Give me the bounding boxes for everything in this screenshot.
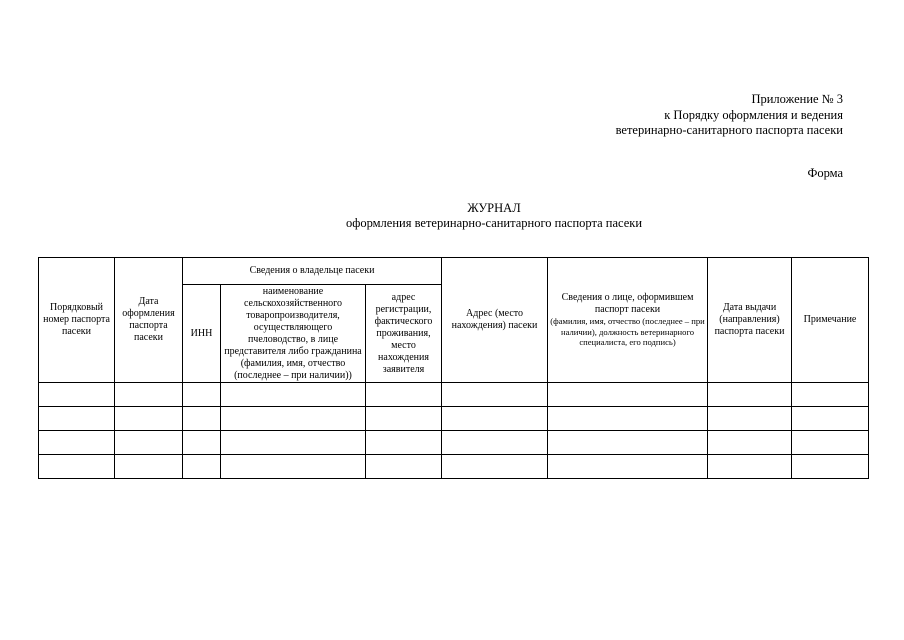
table-cell[interactable] [708,455,792,479]
appendix-number: Приложение № 3 [751,92,843,106]
table-cell[interactable] [442,383,548,407]
header-address: Адрес (место нахождения) пасеки [442,258,548,383]
title-main: ЖУРНАЛ [467,201,521,215]
table-row [39,455,869,479]
table-cell[interactable] [366,407,442,431]
table-cell[interactable] [221,407,366,431]
table-cell[interactable] [115,455,183,479]
table-cell[interactable] [548,431,708,455]
table-cell[interactable] [115,407,183,431]
table-cell[interactable] [115,383,183,407]
header-owner-address: адрес регистрации, фактического проживания, место нахождения заявителя [366,285,442,383]
table-cell[interactable] [183,431,221,455]
table-cell[interactable] [221,455,366,479]
table-cell[interactable] [366,383,442,407]
table-cell[interactable] [548,407,708,431]
table-cell[interactable] [442,431,548,455]
title-sub: оформления ветеринарно-санитарного паспорта пасеки [345,216,643,230]
table-cell[interactable] [548,455,708,479]
appendix-reference-cont: ветеринарно-санитарного паспорта пасеки [615,123,843,137]
table-cell[interactable] [221,383,366,407]
table-row [39,383,869,407]
header-note: Примечание [792,258,869,383]
header-row-1 [39,258,869,285]
table-cell[interactable] [708,383,792,407]
header-owner-group: Сведения о владельце пасеки [183,258,442,285]
table-cell[interactable] [183,407,221,431]
table-row [39,431,869,455]
header-number: Порядковый номер паспорта пасеки [39,258,115,383]
table-cell[interactable] [366,431,442,455]
appendix-reference: к Порядку оформления и ведения [664,107,843,122]
table-cell[interactable] [708,407,792,431]
document-title [288,201,700,231]
table-cell[interactable] [792,455,869,479]
table-cell[interactable] [792,407,869,431]
header-issue-date: Дата выдачи (направления) паспорта пасеки [708,258,792,383]
table-cell[interactable] [548,383,708,407]
table-cell[interactable] [39,407,115,431]
table-cell[interactable] [115,431,183,455]
table-cell[interactable] [39,455,115,479]
header-owner-name: наименование сельскохозяйственного товаропроизводителя, осуществляющего пчеловодство, в лице представителя либо гражданина (фамилия, имя, отчество (последнее – при наличии)) [221,285,366,383]
table-cell[interactable] [792,383,869,407]
form-label: Форма [807,166,843,180]
header-person [548,258,708,383]
header-person-main: Сведения о лице, оформившем паспорт пасеки [561,292,694,316]
table-cell[interactable] [442,407,548,431]
journal-table [38,257,869,479]
header-person-sub: (фамилия, имя, отчество (последнее – при наличии), должность ветеринарного специалиста, его подпись) [550,316,705,348]
table-cell[interactable] [366,455,442,479]
table-cell[interactable] [39,431,115,455]
table-row [39,407,869,431]
table-cell[interactable] [183,455,221,479]
table-cell[interactable] [183,383,221,407]
appendix-header [513,92,843,139]
header-inn: ИНН [183,285,221,383]
table-cell[interactable] [39,383,115,407]
table-cell[interactable] [792,431,869,455]
table-cell[interactable] [221,431,366,455]
table-cell[interactable] [708,431,792,455]
table-cell[interactable] [442,455,548,479]
header-date: Дата оформления паспорта пасеки [115,258,183,383]
